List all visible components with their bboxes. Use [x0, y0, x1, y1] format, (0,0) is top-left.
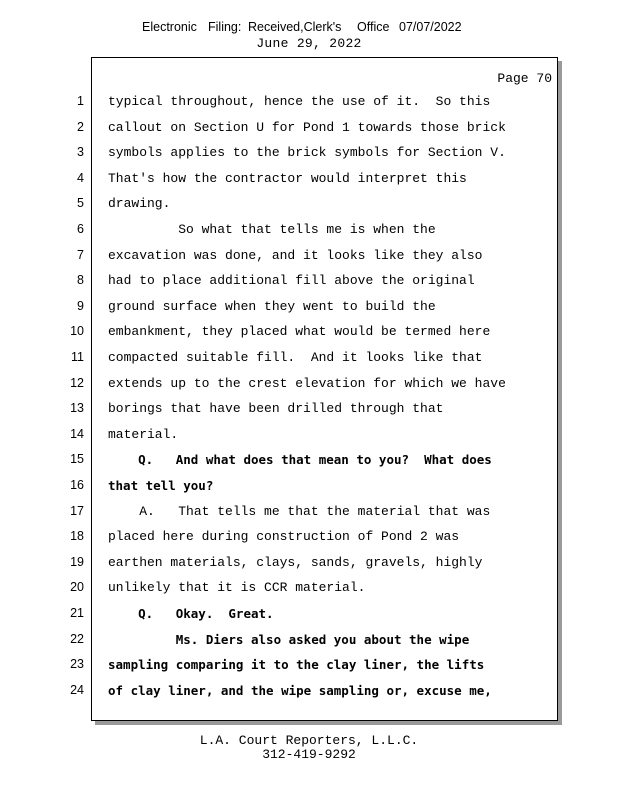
line-number: 19 — [70, 554, 84, 569]
stamp-office: Office — [357, 20, 390, 34]
line-text: extends up to the crest elevation for which we have — [108, 375, 506, 391]
line-number: 1 — [77, 94, 84, 108]
transcript-line — [0, 118, 618, 138]
line-number: 11 — [71, 350, 84, 364]
line-text: So what that tells me is when the — [108, 222, 436, 237]
line-text: typical throughout, hence the use of it. So this — [108, 94, 491, 109]
transcript-line — [0, 169, 618, 189]
line-text: borings that have been drilled through that — [108, 401, 444, 417]
line-text: That's how the contractor would interpret this — [108, 170, 467, 186]
line-number: 14 — [70, 426, 84, 441]
transcript-line — [0, 92, 618, 112]
line-number: 17 — [70, 503, 84, 518]
transcript-line — [0, 297, 618, 317]
line-number: 2 — [77, 119, 84, 134]
transcript-date: June 29, 2022 — [256, 36, 362, 51]
line-text: A. That tells me that the material that was — [108, 503, 491, 519]
line-number: 7 — [77, 247, 84, 262]
transcript-line — [0, 502, 618, 522]
transcript-line — [0, 399, 618, 419]
transcript-line — [0, 143, 618, 163]
line-text: placed here during construction of Pond 2 was — [108, 529, 460, 545]
line-number: 15 — [70, 452, 84, 467]
line-text: symbols applies to the brick symbols for Section V. — [108, 145, 506, 161]
line-number: 10 — [70, 324, 84, 339]
transcript-line — [0, 374, 618, 394]
transcript-line — [0, 425, 618, 445]
stamp-received-clerks: Received,Clerk's — [248, 20, 342, 34]
line-text: compacted suitable fill. And it looks like that — [108, 350, 483, 365]
line-number: 13 — [70, 401, 84, 416]
transcript-line — [0, 450, 618, 470]
transcript-line — [0, 348, 618, 368]
transcript-line — [0, 604, 618, 624]
line-text: sampling comparing it to the clay liner, the lifts — [108, 657, 485, 673]
transcript-line — [0, 553, 618, 573]
line-number: 4 — [77, 170, 84, 185]
footer-company: L.A. Court Reporters, L.L.C. — [199, 733, 419, 748]
line-text: unlikely that it is CCR material. — [108, 580, 366, 596]
line-number: 5 — [77, 196, 84, 211]
line-text: Q. And what does that mean to you? What does — [108, 452, 492, 468]
line-text: Q. Okay. Great. — [108, 606, 274, 621]
stamp-electronic: Electronic — [142, 20, 197, 34]
line-number: 22 — [70, 631, 84, 646]
line-number: 21 — [70, 606, 84, 620]
line-text: excavation was done, and it looks like they also — [108, 247, 483, 263]
line-number: 24 — [70, 682, 84, 697]
transcript-line — [0, 655, 618, 675]
line-number: 18 — [70, 529, 84, 544]
transcript-line — [0, 527, 618, 547]
line-text: ground surface when they went to build the — [108, 298, 436, 314]
line-number: 20 — [70, 580, 84, 595]
transcript-line — [0, 630, 618, 650]
line-text: callout on Section U for Pond 1 towards those brick — [108, 119, 506, 135]
line-text: had to place additional fill above the original — [108, 273, 475, 289]
line-number: 9 — [77, 298, 84, 313]
transcript-line — [0, 271, 618, 291]
transcript-line — [0, 194, 618, 214]
transcript-line — [0, 476, 618, 496]
line-text: earthen materials, clays, sands, gravels, highly — [108, 554, 483, 570]
transcript-line — [0, 681, 618, 701]
transcript-line — [0, 246, 618, 266]
line-number: 8 — [77, 273, 84, 288]
line-text: embankment, they placed what would be termed here — [108, 324, 491, 340]
transcript-line — [0, 578, 618, 598]
stamp-filing: Filing: — [208, 20, 242, 34]
line-text: that tell you? — [108, 478, 214, 493]
line-number: 3 — [77, 145, 84, 160]
line-text: drawing. — [108, 196, 171, 212]
transcript-line — [0, 220, 618, 240]
line-number: 16 — [70, 478, 84, 492]
footer-phone: 312-419-9292 — [262, 747, 356, 762]
stamp-date: 07/07/2022 — [399, 20, 462, 34]
line-text: Ms. Diers also asked you about the wipe — [108, 631, 470, 647]
line-text: of clay liner, and the wipe sampling or, excuse me, — [108, 682, 492, 698]
page-number: Page 70 — [497, 71, 552, 86]
line-number: 23 — [70, 657, 84, 672]
line-number: 6 — [77, 222, 84, 236]
line-text: material. — [108, 426, 179, 442]
transcript-line — [0, 322, 618, 342]
line-number: 12 — [70, 375, 84, 390]
